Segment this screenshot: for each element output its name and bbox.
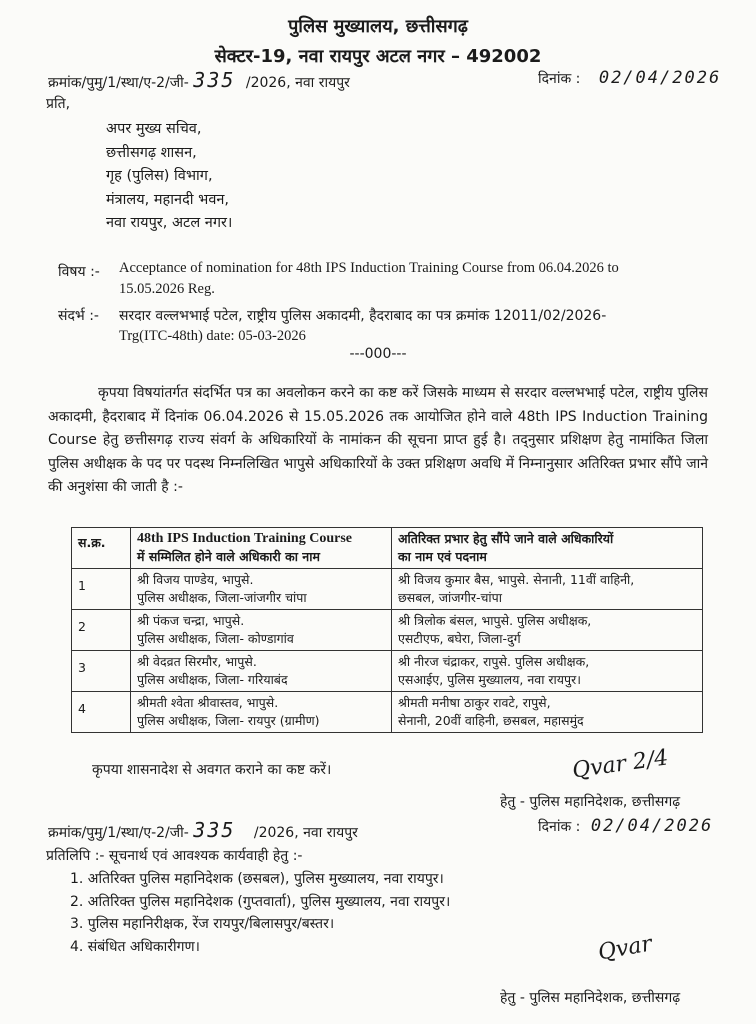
row-additional	[392, 692, 703, 733]
office-heading: पुलिस मुख्यालय, छत्तीसगढ़	[288, 16, 468, 37]
header-officer-line-2: में सम्मिलित होने वाले अधिकारी का नाम	[137, 549, 320, 564]
subject-line-1: Acceptance of nomination for 48th IPS Induction Training Course from 06.04.2026 to	[119, 260, 619, 276]
copy-list	[70, 868, 450, 958]
header-sno: स.क्र.	[72, 528, 131, 569]
addressee-line: मंत्रालय, महानदी भवन,	[106, 191, 230, 208]
copy-list-item: 3. पुलिस महानिरीक्षक, रेंज रायपुर/बिलासपुर/बस्तर।	[70, 916, 335, 932]
row-additional	[392, 651, 703, 692]
copy-number-prefix: क्रमांक/पुमु/1/स्था/ए-2/जी-	[48, 825, 189, 841]
table-row	[72, 692, 703, 733]
row-officer-name: श्री वेदव्रत सिरमौर, भापुसे.	[137, 654, 257, 669]
row-officer-post: पुलिस अधीक्षक, जिला- रायपुर (ग्रामीण)	[137, 713, 320, 728]
body-paragraph: कृपया विषयांतर्गत संदर्भित पत्र का अवलोकन करने का कष्ट करें जिसके माध्यम से सरदार वल्लभभाई पटेल, राष्ट्रीय पुलिस अकादमी, हैदराबाद में दिनांक 06.04.2026 से 15.05.2026 तक आयोजित होने वाले 48th IPS Induction Training Course हेतु छत्तीसगढ़ राज्य संवर्ग के अधिकारियों के नामांकन की सूचना प्राप्त हुई है। तद्नुसार प्रशिक्षण हेतु नामांकित जिला पुलिस अधीक्षक के पद पर पदस्थ निम्नलिखित भापुसे अधिकारियों के उक्त प्रशिक्षण अवधि में निम्नानुसार अतिरिक्त प्रभार सौंपे जाने की अनुशंसा की जाती है :-	[48, 385, 708, 496]
signature-2: Qvar	[596, 931, 654, 966]
row-officer-post: पुलिस अधीक्षक, जिला- गरियाबंद	[137, 672, 288, 687]
separator: ---000---	[349, 346, 407, 362]
reference-line-2: Trg(ITC-48th) date: 05-03-2026	[119, 328, 306, 344]
signatory-1: हेतु - पुलिस महानिदेशक, छत्तीसगढ़	[500, 794, 681, 810]
row-sno: 3	[72, 651, 131, 692]
copy-date-label: दिनांक :	[538, 819, 581, 835]
copy-list-item: 2. अतिरिक्त पुलिस महानिदेशक (गुप्तवार्ता), पुलिस मुख्यालय, नवा रायपुर।	[70, 893, 451, 910]
letter-number-handwritten: 335	[193, 68, 236, 92]
row-officer-post: पुलिस अधीक्षक, जिला- कोण्डागांव	[137, 631, 294, 646]
additional-charge-table	[71, 527, 703, 733]
reference-label: संदर्भ :-	[58, 308, 99, 324]
row-sno: 4	[72, 692, 131, 733]
signatory-2: हेतु - पुलिस महानिदेशक, छत्तीसगढ़	[500, 990, 681, 1006]
letter-date	[538, 68, 721, 88]
signature-1: Qvar 2/4	[570, 745, 670, 784]
row-officer-post: पुलिस अधीक्षक, जिला-जांजगीर चांपा	[137, 590, 307, 605]
row-additional-post: छसबल, जांजगीर-चांपा	[398, 590, 502, 605]
header-additional	[392, 528, 703, 569]
letter-number	[48, 68, 350, 92]
row-additional-post: सेनानी, 20वीं वाहिनी, छसबल, महासमुंद	[398, 713, 584, 728]
subject-line-2: 15.05.2026 Reg.	[119, 281, 215, 297]
header-additional-line-2: का नाम एवं पदनाम	[398, 549, 487, 564]
row-sno: 1	[72, 569, 131, 610]
row-additional-name: श्री विजय कुमार बैस, भापुसे. सेनानी, 11वीं वाहिनी,	[398, 572, 635, 587]
copy-number-suffix: /2026, नवा रायपुर	[253, 825, 358, 841]
row-officer	[131, 651, 392, 692]
copy-letter-number	[48, 818, 358, 842]
letter-number-suffix: /2026, नवा रायपुर	[245, 75, 350, 91]
addressee-block	[106, 118, 232, 236]
table-row	[72, 651, 703, 692]
to-label: प्रति,	[46, 96, 71, 112]
copy-date-value: 02/04/2026	[590, 816, 714, 836]
row-sno: 2	[72, 610, 131, 651]
row-additional-name: श्री नीरज चंद्राकर, रापुसे. पुलिस अधीक्षक,	[398, 654, 590, 669]
row-officer	[131, 692, 392, 733]
copy-list-item: 1. अतिरिक्त पुलिस महानिदेशक (छसबल), पुलिस मुख्यालय, नवा रायपुर।	[70, 871, 444, 887]
row-additional-name: श्रीमती मनीषा ठाकुर रावटे, रापुसे,	[398, 695, 551, 710]
row-officer	[131, 569, 392, 610]
table-header-row	[72, 528, 703, 569]
closing-request: कृपया शासनादेश से अवगत कराने का कष्ट करें।	[92, 762, 332, 778]
table-row	[72, 569, 703, 610]
row-officer-name: श्री विजय पाण्डेय, भापुसे.	[137, 572, 254, 587]
copy-intro: प्रतिलिपि :- सूचनार्थ एवं आवश्यक कार्यवाही हेतु :-	[46, 848, 303, 864]
letter-number-prefix: क्रमांक/पुमु/1/स्था/ए-2/जी-	[48, 75, 189, 91]
row-officer-name: श्री पंकज चन्द्रा, भापुसे.	[137, 613, 245, 628]
row-officer	[131, 610, 392, 651]
header-officer	[131, 528, 392, 569]
addressee-line: गृह (पुलिस) विभाग,	[106, 168, 213, 184]
row-additional	[392, 569, 703, 610]
office-address: सेक्टर-19, नवा रायपुर अटल नगर – 492002	[214, 46, 542, 67]
row-additional-post: एसटीएफ, बघेरा, जिला-दुर्ग	[398, 631, 521, 646]
reference-line-1: सरदार वल्लभभाई पटेल, राष्ट्रीय पुलिस अकादमी, हैदराबाद का पत्र क्रमांक 12011/02/2026-	[119, 308, 607, 324]
copy-number-handwritten: 335	[193, 818, 236, 842]
addressee-line: नवा रायपुर, अटल नगर।	[106, 215, 233, 231]
header-additional-line-1: अतिरिक्त प्रभार हेतु सौंपे जाने वाले अधिकारियों	[398, 531, 614, 546]
subject-label: विषय :-	[58, 264, 100, 280]
table-row	[72, 610, 703, 651]
header-officer-line-1: 48th IPS Induction Training Course	[137, 531, 352, 546]
addressee-line: अपर मुख्य सचिव,	[106, 121, 202, 137]
letter-date-label: दिनांक :	[538, 71, 581, 87]
row-additional	[392, 610, 703, 651]
copy-letter-date	[538, 816, 713, 836]
row-additional-name: श्री त्रिलोक बंसल, भापुसे. पुलिस अधीक्षक,	[398, 613, 592, 628]
copy-list-item: 4. संबंधित अधिकारीगण।	[70, 938, 200, 955]
row-officer-name: श्रीमती श्वेता श्रीवास्तव, भापुसे.	[137, 695, 279, 710]
row-additional-post: एसआईए, पुलिस मुख्यालय, नवा रायपुर।	[398, 672, 581, 687]
addressee-line: छत्तीसगढ़ शासन,	[106, 144, 197, 161]
letter-date-value: 02/04/2026	[598, 68, 722, 88]
